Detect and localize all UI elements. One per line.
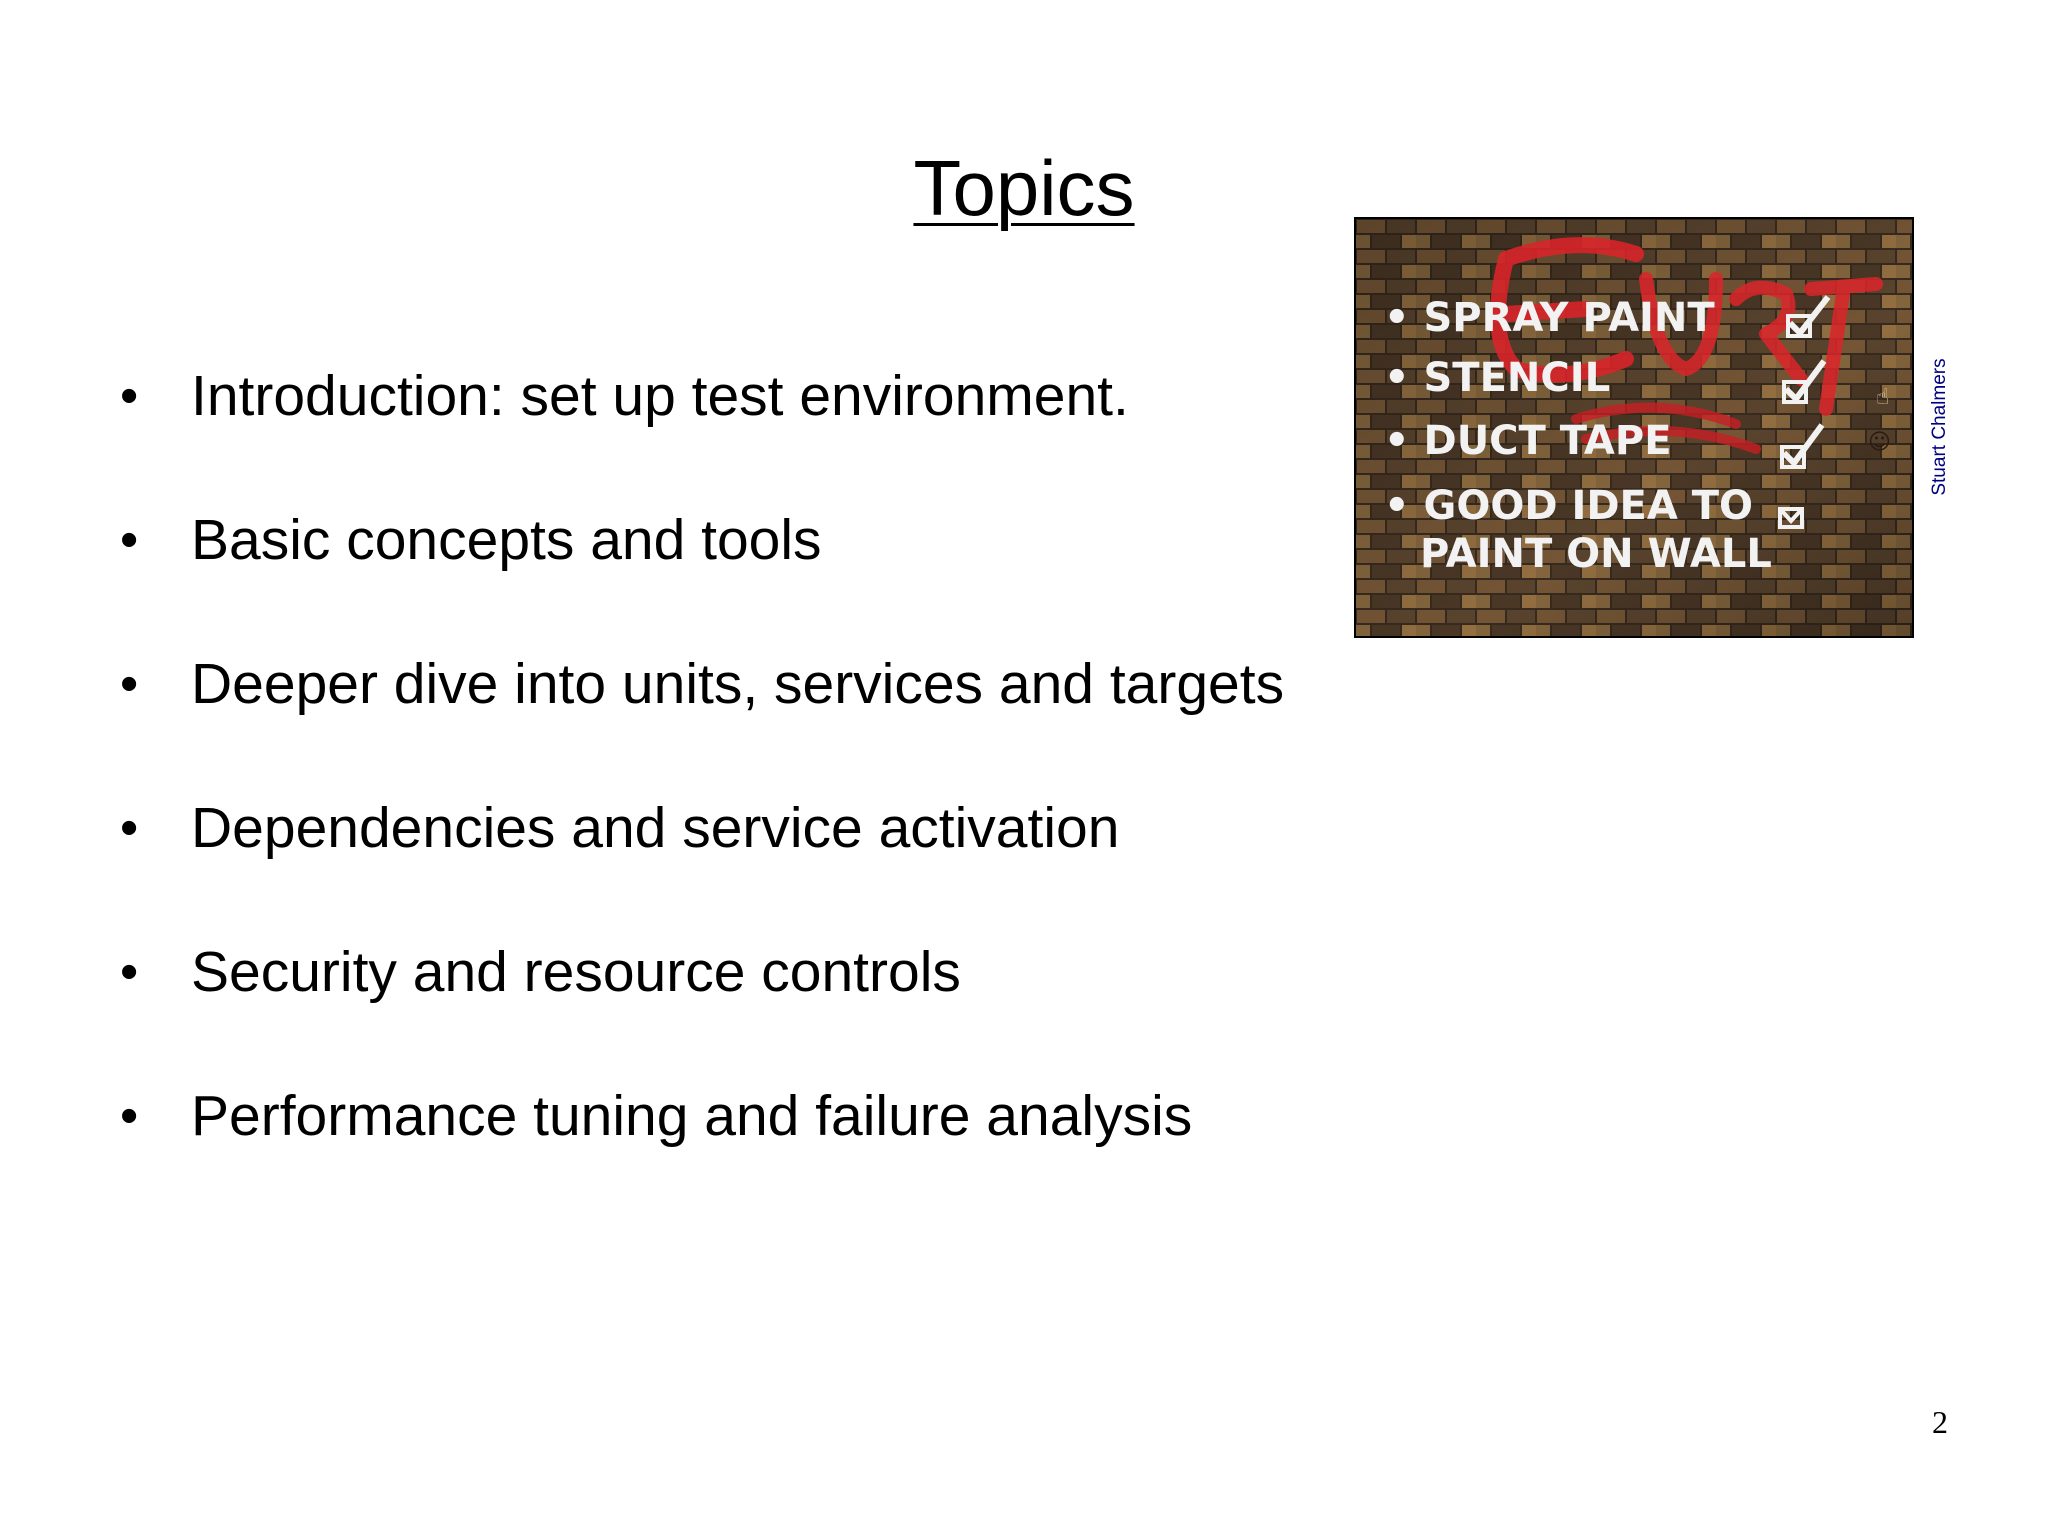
brick-wall-photo	[1354, 217, 1914, 638]
slide-title: Topics	[913, 144, 1135, 232]
svg-text:• GOOD IDEA TO: • GOOD IDEA TO	[1384, 483, 1754, 529]
bullet-dot-icon: •	[120, 799, 139, 857]
smiley-icon: ☺	[1868, 430, 1891, 455]
bullet-dot-icon: •	[120, 943, 139, 1001]
hand-icon: ☝	[1876, 385, 1890, 410]
photo-credit-text: Stuart Chalmers	[1929, 358, 1950, 496]
photo-credit	[1930, 352, 1950, 502]
bullet-text: Deeper dive into units, services and targets	[191, 652, 1285, 716]
bullet-dot-icon: •	[120, 367, 139, 425]
bullet-dot-icon: •	[120, 1087, 139, 1145]
page-number: 2	[1932, 1404, 1948, 1440]
svg-text:• STENCIL: • STENCIL	[1384, 355, 1611, 401]
bullet-dot-icon: •	[120, 511, 139, 569]
svg-text:• SPRAY PAINT: • SPRAY PAINT	[1384, 295, 1715, 341]
brick-wall-graphic	[1356, 219, 1912, 636]
bullet-dot-icon: •	[120, 655, 139, 713]
bullet-text: Introduction: set up test environment.	[191, 364, 1129, 428]
bullet-text: Basic concepts and tools	[191, 508, 822, 572]
bullet-text: Security and resource controls	[191, 940, 961, 1004]
bullet-text: Dependencies and service activation	[191, 796, 1120, 860]
svg-text:• DUCT TAPE: • DUCT TAPE	[1384, 418, 1672, 464]
svg-text:PAINT ON WALL: PAINT ON WALL	[1420, 531, 1772, 577]
bullet-text: Performance tuning and failure analysis	[191, 1084, 1193, 1148]
